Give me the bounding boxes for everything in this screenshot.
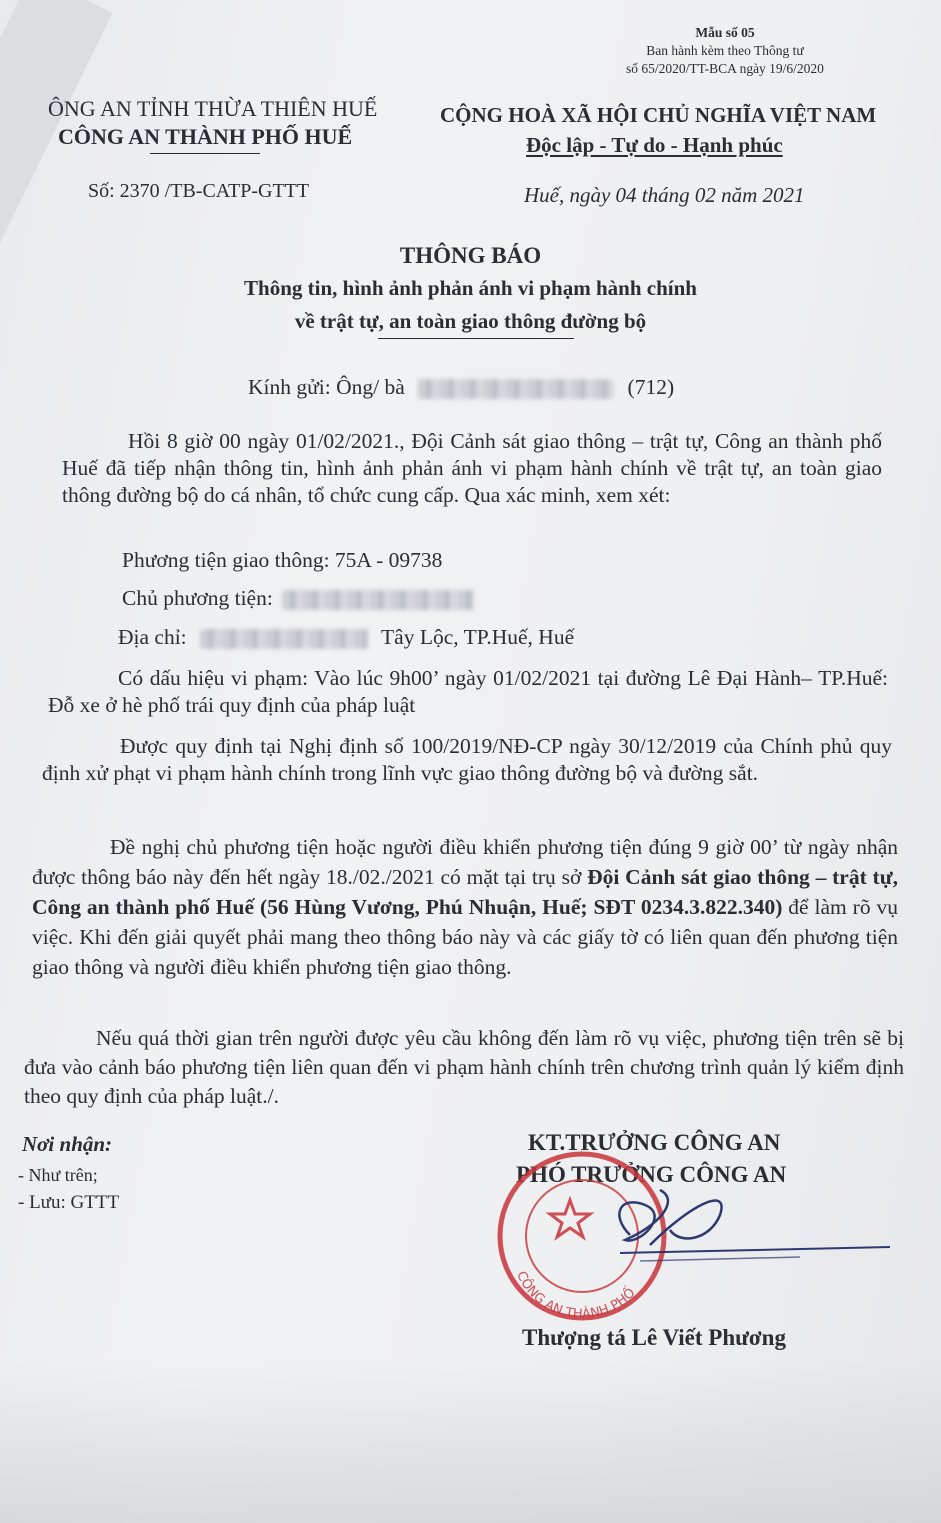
request-text-b: để làm rõ vụ việc. Khi đến giải quyết phải mang theo thông báo này và các giấy tờ có liên quan đến phương tiện giao thông và người điều khiển phương tiện giao thông. <box>32 895 898 979</box>
paragraph-regulation: Được quy định tại Nghị định số 100/2019/NĐ-CP ngày 30/12/2019 của Chính phủ quy định xử phạt vi phạm hành chính trong lĩnh vực giao thông đường bộ và đường sắt. <box>42 734 892 785</box>
recipient-line <box>248 375 674 400</box>
form-line2: Ban hành kèm theo Thông tư <box>646 43 804 58</box>
owner-label: Chủ phương tiện: <box>122 586 273 610</box>
notice-subtitle-2: về trật tự, an toàn giao thông đường bộ <box>294 309 647 333</box>
recipient-item: - Như trên; <box>18 1165 98 1185</box>
form-note <box>590 24 860 78</box>
address-line <box>118 625 574 650</box>
stamp-text: CÔNG AN THÀNH PHỐ <box>513 1269 639 1323</box>
recipients-label: Nơi nhận: <box>22 1132 113 1156</box>
doc-number: Số: 2370 /TB-CATP-GTTT <box>88 180 310 202</box>
nation-title: CỘNG HOÀ XÃ HỘI CHỦ NGHĨA VIỆT NAM <box>440 103 877 127</box>
vehicle-plate: Phương tiện giao thông: 75A - 09738 <box>122 548 443 572</box>
address-value: Tây Lộc, TP.Huế, Huế <box>381 625 575 649</box>
request-location: Đội Cảnh sát giao thông – trật tự, Công an thành phố Huế (56 Hùng Vương, Phú Nhuận, Huế; SĐT 0234.3.822.340) <box>32 865 898 919</box>
notice-subtitle-1: Thông tin, hình ảnh phản ánh vi phạm hành chính <box>244 276 697 300</box>
agency-line-2: CÔNG AN THÀNH PHỐ HUẾ <box>58 124 353 149</box>
paragraph-warning: Nếu quá thời gian trên người được yêu cầu không đến làm rõ vụ việc, phương tiện trên sẽ bị đưa vào cảnh báo phương tiện liên quan đến vi phạm hành chính trên chương trình quản lý kiểm định theo quy định của pháp luật./. <box>24 1026 904 1108</box>
request-text-a: Đề nghị chủ phương tiện hoặc người điều khiển phương tiện đúng 9 giờ 00’ từ ngày nhận được thông báo này đến hết ngày 18./02./2021 có mặt tại trụ sở <box>32 835 898 889</box>
form-line3: số 65/2020/TT-BCA ngày 19/6/2020 <box>626 61 824 76</box>
title-underline <box>378 338 574 339</box>
recipient-suffix: (712) <box>627 375 675 399</box>
notice-title: THÔNG BÁO <box>399 243 542 268</box>
redacted-owner <box>282 590 474 610</box>
paragraph-request <box>32 832 898 982</box>
signer-name: Thượng tá Lê Viết Phương <box>522 1325 786 1350</box>
bottom-shadow <box>0 1360 941 1523</box>
signature-title-1: KT.TRƯỞNG CÔNG AN <box>528 1130 781 1155</box>
agency-underline <box>150 153 260 154</box>
address-label: Địa chỉ: <box>118 625 187 649</box>
recipient-label: Kính gửi: Ông/ bà <box>248 375 405 399</box>
form-number: Mẫu số 05 <box>695 25 755 40</box>
redacted-address <box>200 629 368 649</box>
national-motto: Độc lập - Tự do - Hạnh phúc <box>526 133 783 157</box>
owner-line <box>122 586 474 611</box>
paragraph-violation: Có dấu hiệu vi phạm: Vào lúc 9h00’ ngày 01/02/2021 tại đường Lê Đại Hành– TP.Huế: Đỗ xe ở hè phố trái quy định của pháp luật <box>48 666 888 717</box>
agency-line-1: ÔNG AN TỈNH THỪA THIÊN HUẾ <box>48 96 378 121</box>
redacted-recipient <box>418 379 614 399</box>
paragraph-received: Hồi 8 giờ 00 ngày 01/02/2021., Đội Cảnh sát giao thông – trật tự, Công an thành phố Huế đã tiếp nhận thông tin, hình ảnh phản ánh vi phạm hành chính về trật tự, an toàn giao thông đường bộ do cá nhân, tổ chức cung cấp. Qua xác minh, xem xét: <box>62 429 882 507</box>
signature-title-2: PHÓ TRƯỞNG CÔNG AN <box>516 1162 787 1187</box>
recipient-item: - Lưu: GTTT <box>18 1192 120 1213</box>
issue-date: Huế, ngày 04 tháng 02 năm 2021 <box>524 183 805 207</box>
handwritten-signature <box>600 1185 900 1275</box>
